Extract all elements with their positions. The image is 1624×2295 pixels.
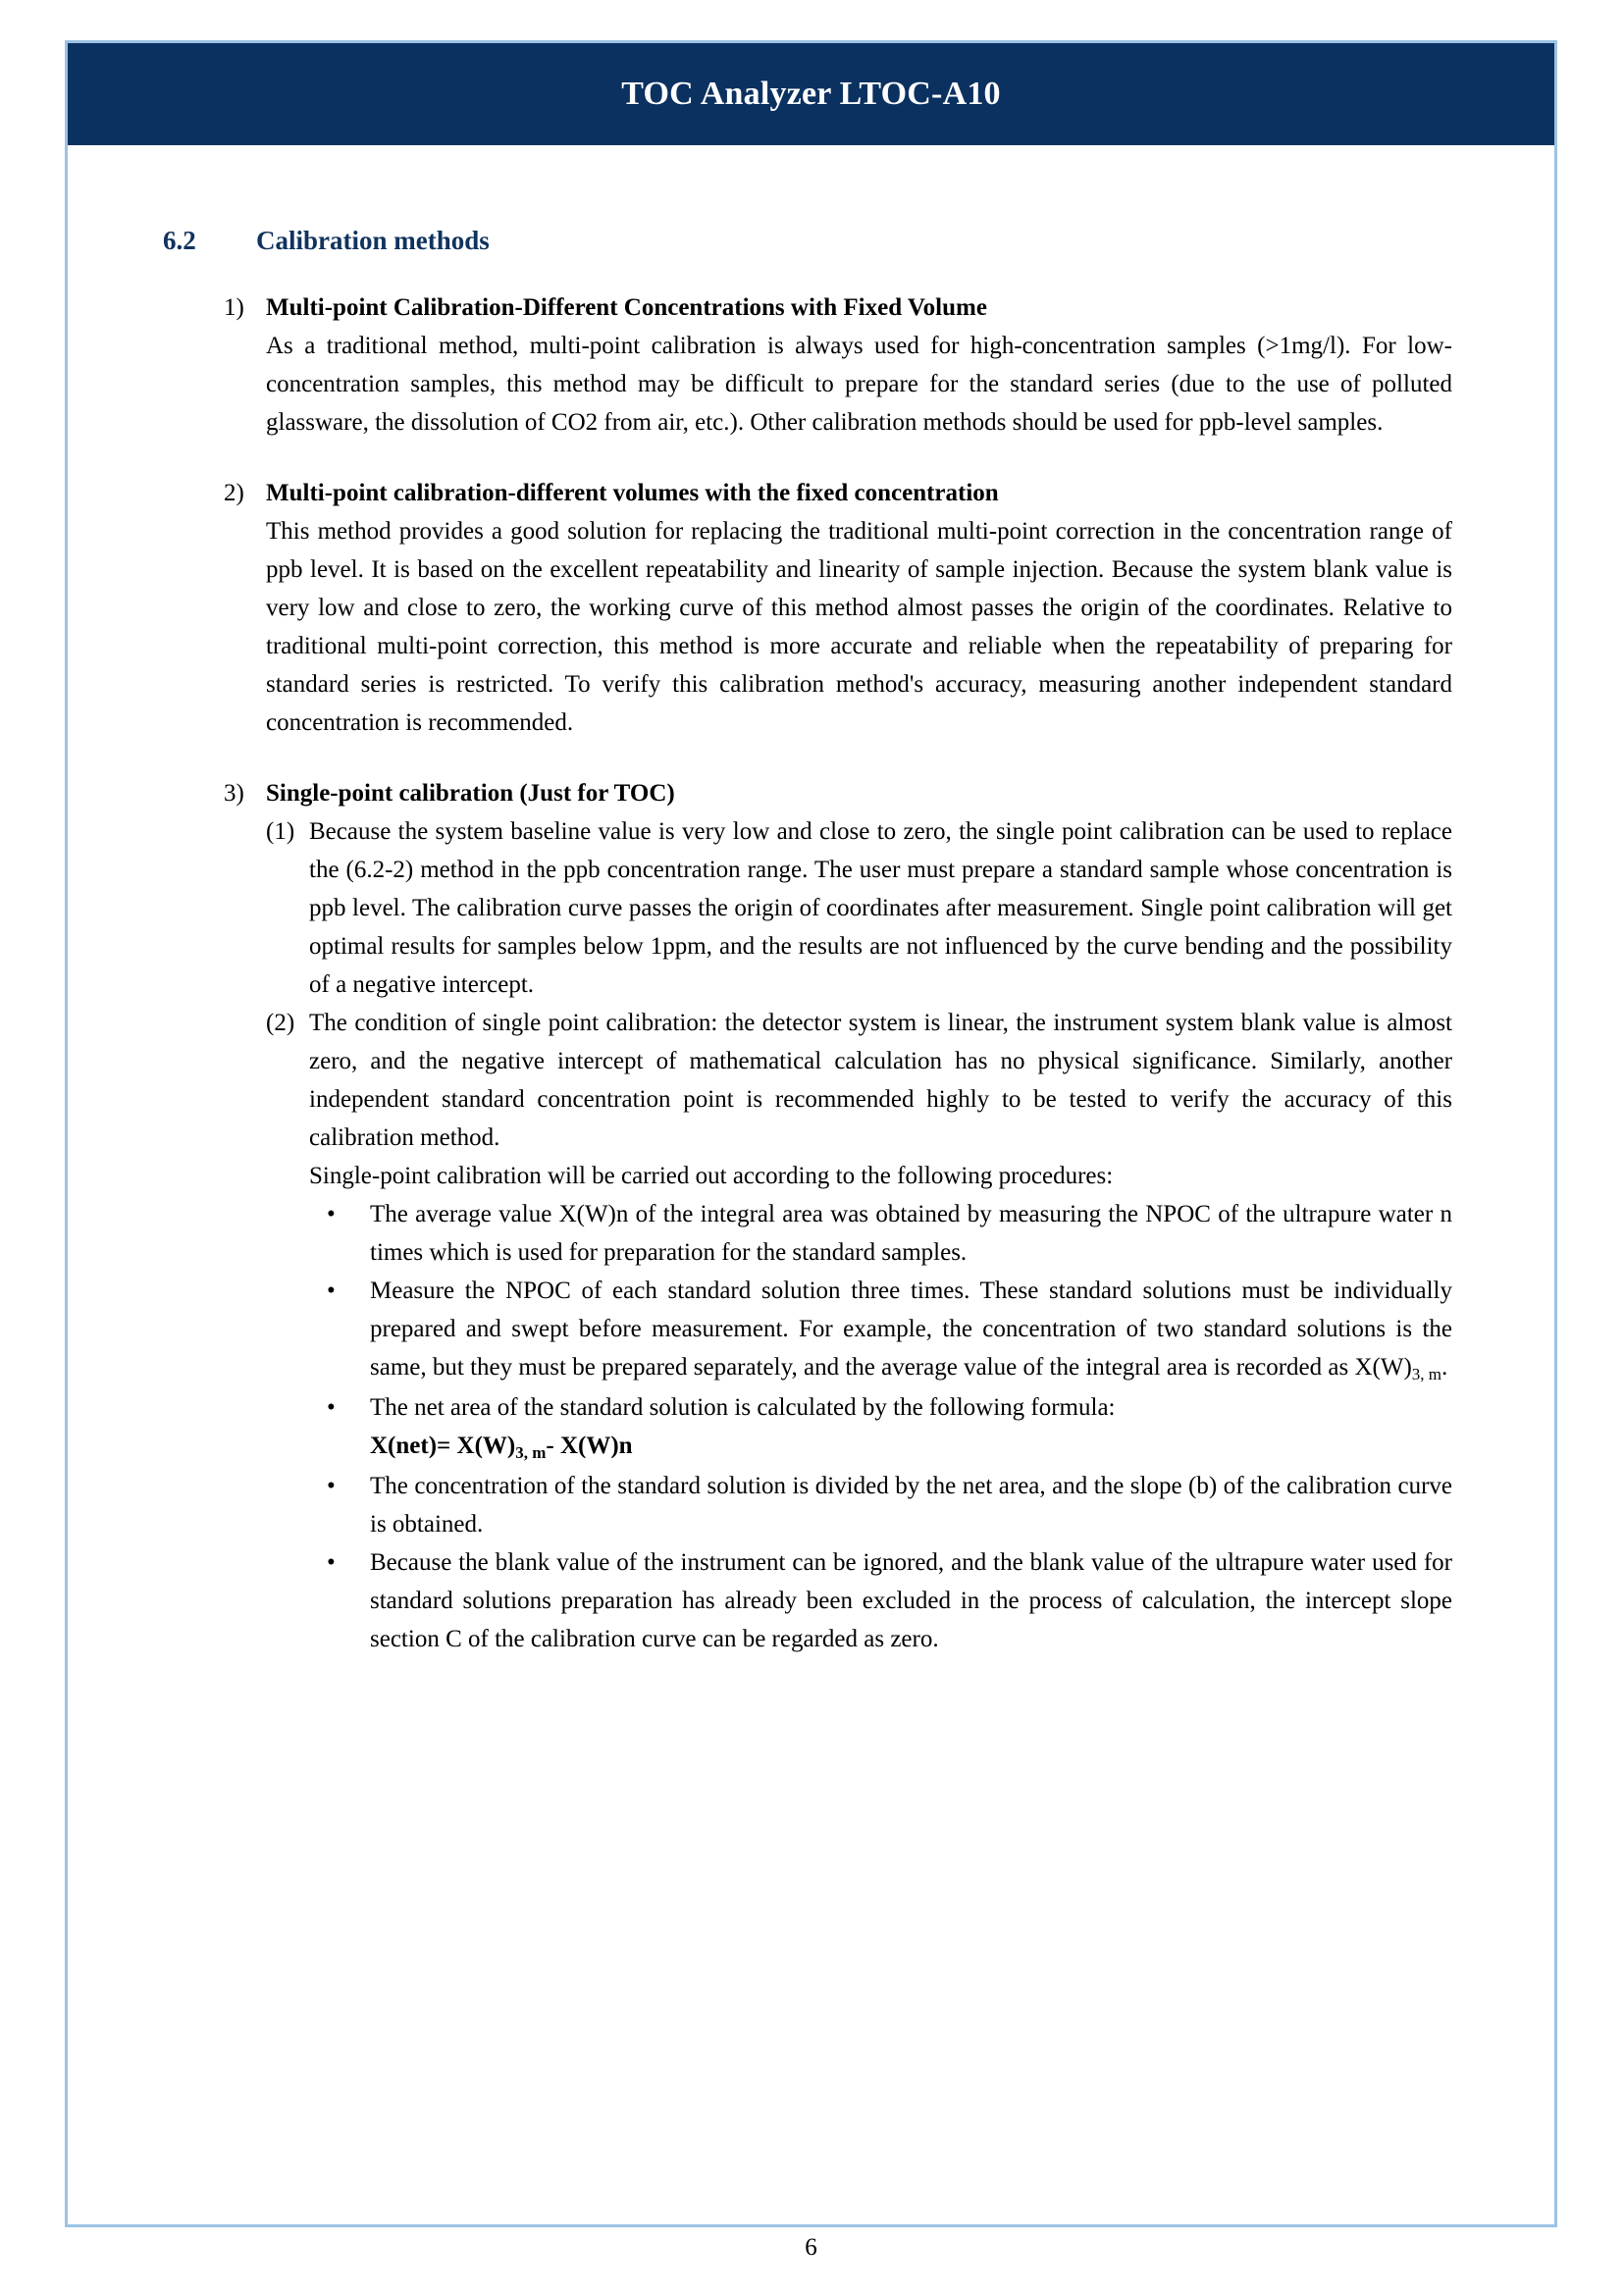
list-item-paragraph: As a traditional method, multi-point calibration is always used for high-concentration samples (>1mg/l). For low-concentration samples, this method may be difficult to prepare for the standard series (due to the use of polluted glassware, the dissolution of CO2 from air, etc.). Other calibration methods should be used for ppb-level samples. (266, 333, 1452, 436)
sub-item-text: Because the system baseline value is very low and close to zero, the single point calibration can be used to replace the (6.2-2) method in the ppb concentration range. The user must prepare a standard sample whose concentration is ppb level. The calibration curve passes the origin of coordinates after measurement. Single point calibration will get optimal results for samples below 1ppm, and the results are not influenced by the curve bending and the possibility of a negative intercept. (309, 818, 1452, 998)
sub-item-marker: (1) (266, 818, 295, 845)
formula-prefix: X(net)= X(W) (370, 1433, 516, 1459)
bullet-item-5 (309, 1543, 1452, 1658)
sub-item-1 (266, 812, 1452, 1004)
list-item-body (266, 774, 1452, 1658)
bullet-subscript: 3, m (1411, 1364, 1442, 1383)
list-item-3 (68, 774, 1554, 1658)
bullet-text: The net area of the standard solution is calculated by the following formula: (370, 1394, 1116, 1421)
list-marker: 2) (224, 480, 244, 506)
bullet-item-3 (309, 1388, 1452, 1467)
sub-item-text: The condition of single point calibration: the detector system is linear, the instrument system blank value is almost zero, and the negative intercept of mathematical calculation has no physical significance. Similarly, another independent standard concentration point is recommended highly to be tested to verify the accuracy of this calibration method. (309, 1010, 1452, 1151)
document-content (68, 145, 1554, 2261)
section-heading (68, 226, 1554, 256)
list-item-2 (68, 474, 1554, 742)
bullet-text: The concentration of the standard solution is divided by the net area, and the slope (b) of the calibration curve is obtained. (370, 1473, 1452, 1538)
document-header-banner (68, 43, 1554, 145)
bullet-body (370, 1388, 1452, 1467)
list-marker: 3) (224, 780, 244, 807)
bullet-text (370, 1272, 1452, 1388)
bullet-icon: • (327, 1394, 336, 1421)
bullet-item-2 (309, 1272, 1452, 1388)
bullet-text-before-subscript: Measure the NPOC of each standard solution three times. These standard solutions must be individually prepared and swept before measurement. For example, the concentration of two standard solutions is the same, but they must be prepared separately, and the average value of the integral area is recorded as X(W) (370, 1278, 1452, 1381)
bullet-icon: • (327, 1201, 336, 1227)
procedures-intro: Single-point calibration will be carried out according to the following procedures: (309, 1163, 1114, 1189)
list-marker: 1) (224, 294, 244, 321)
procedure-bullet-list (266, 1195, 1452, 1658)
bullet-item-1 (309, 1195, 1452, 1272)
net-area-formula (370, 1427, 1452, 1467)
bullet-icon: • (327, 1473, 336, 1499)
list-item-1 (68, 288, 1554, 442)
sub-item-2 (266, 1004, 1452, 1157)
bullet-text: Because the blank value of the instrument can be ignored, and the blank value of the ultrapure water used for standard solutions preparation has already been excluded in the process of calculation, the intercept slope section C of the calibration curve can be regarded as zero. (370, 1549, 1452, 1652)
list-item-title: Multi-point Calibration-Different Concentrations with Fixed Volume (266, 294, 987, 321)
bullet-item-4 (309, 1467, 1452, 1543)
document-title: TOC Analyzer LTOC-A10 (621, 76, 1001, 112)
list-item-title: Multi-point calibration-different volumes with the fixed concentration (266, 480, 999, 506)
page-number: 6 (805, 2234, 817, 2261)
bullet-icon: • (327, 1278, 336, 1304)
bullet-text: The average value X(W)n of the integral area was obtained by measuring the NPOC of the ultrapure water n times which is used for preparation for the standard samples. (370, 1201, 1452, 1266)
list-item-paragraph: This method provides a good solution for replacing the traditional multi-point correction in the concentration range of ppb level. It is based on the excellent repeatability and linearity of sample injection. Because the system blank value is very low and close to zero, the working curve of this method almost passes the origin of the coordinates. Relative to traditional multi-point correction, this method is more accurate and reliable when the repeatability of preparing for standard series is restricted. To verify this calibration method's accuracy, measuring another independent standard concentration is recommended. (266, 518, 1452, 736)
list-item-body (266, 288, 1452, 442)
section-title: Calibration methods (256, 226, 490, 255)
bullet-icon: • (327, 1549, 336, 1576)
formula-suffix: - X(W)n (546, 1433, 633, 1459)
list-item-body (266, 474, 1452, 742)
section-number: 6.2 (163, 226, 196, 255)
page-frame (65, 40, 1557, 2261)
bullet-text-after-subscript: . (1441, 1354, 1448, 1381)
list-item-title: Single-point calibration (Just for TOC) (266, 780, 675, 807)
formula-subscript: 3, m (515, 1442, 547, 1462)
sub-item-marker: (2) (266, 1010, 295, 1036)
